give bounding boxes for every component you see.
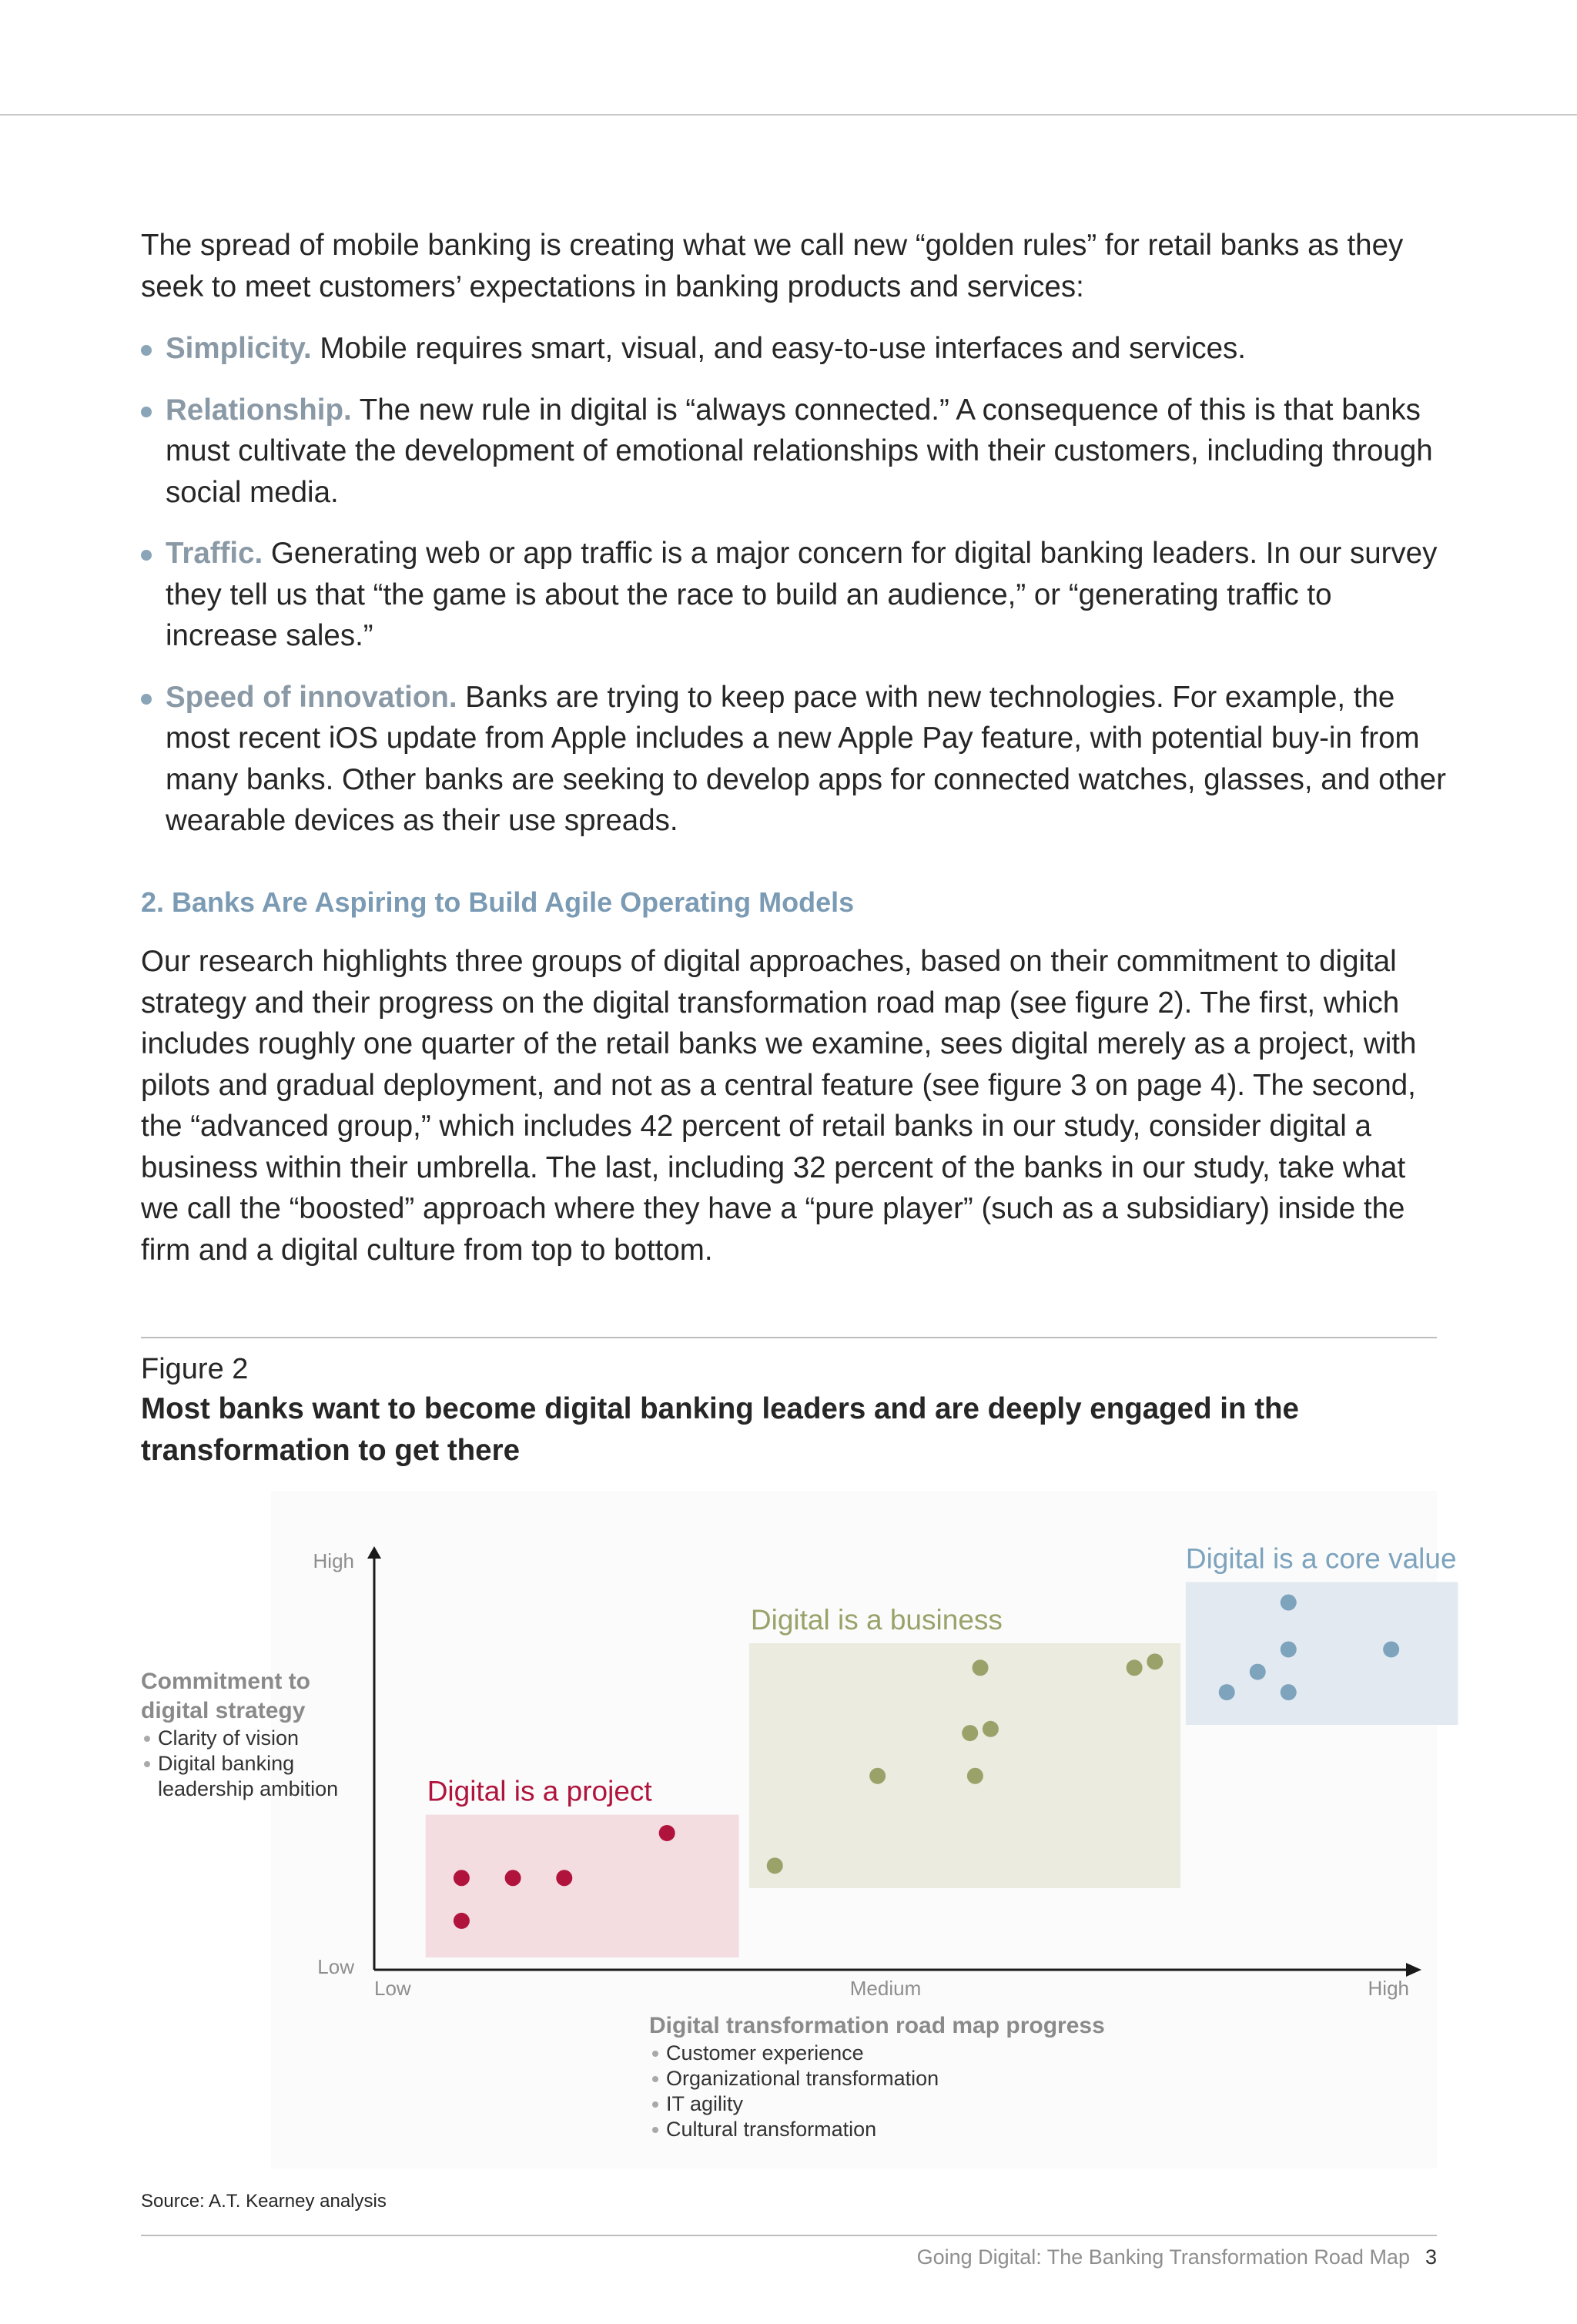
data-point bbox=[1219, 1684, 1235, 1700]
y-axis-title: Commitment to digital strategy bbox=[141, 1669, 310, 1723]
y-axis-item: Clarity of vision bbox=[141, 1726, 364, 1751]
x-axis-item: Customer experience bbox=[649, 2041, 1188, 2066]
body-paragraph: Our research highlights three groups of digital approaches, based on their commitment to digital strategy and their progress on the digital transformation road map (see figure 2). The first, which includes roughly one quarter of the retail banks we examine, sees digital merely as a project, with pilots and gradual deployment, and not as a central feature (see figure 3 on page 4). The second, the “advanced group,” which includes 42 percent of retail banks in our study, consider digital a business within their umbrella. The last, including 32 percent of the banks in our study, take what we call the “boosted” approach where they have a “pure player” (such as a subsidiary) inside the firm and a digital culture from top to bottom. bbox=[141, 945, 1417, 1267]
bullet-text: The new rule in digital is “always connected.” A consequence of this is that banks must cultivate the development of emotional relationships with their customers, including through social media. bbox=[166, 393, 1433, 509]
data-point bbox=[454, 1870, 470, 1886]
y-axis-items bbox=[141, 1726, 364, 1802]
data-point bbox=[1147, 1653, 1163, 1669]
group-label-digital-is-a-business: Digital is a business bbox=[750, 1604, 1003, 1636]
x-tick-label: High bbox=[1368, 1977, 1409, 2000]
figure-label: Figure 2 bbox=[141, 1353, 249, 1385]
data-point bbox=[1250, 1664, 1266, 1680]
x-axis-title: Digital transformation road map progress bbox=[649, 2013, 1105, 2038]
y-axis-label bbox=[141, 1667, 364, 1802]
data-point bbox=[869, 1768, 886, 1784]
data-point bbox=[962, 1725, 978, 1741]
data-point bbox=[1127, 1659, 1143, 1676]
y-tick-label: Low bbox=[317, 1955, 354, 1978]
data-point bbox=[973, 1659, 989, 1676]
x-axis-label bbox=[649, 2011, 1188, 2142]
data-point bbox=[505, 1870, 521, 1886]
group-region-digital-is-a-business bbox=[749, 1643, 1180, 1888]
bullet-text: Mobile requires smart, visual, and easy-to-use interfaces and services. bbox=[311, 332, 1246, 365]
x-tick-label: Medium bbox=[849, 1977, 922, 2000]
x-tick-label: Low bbox=[374, 1977, 411, 2000]
data-point bbox=[659, 1825, 675, 1841]
data-point bbox=[1281, 1684, 1297, 1700]
x-axis-item: Cultural transformation bbox=[649, 2117, 1188, 2142]
footer-rule bbox=[141, 2235, 1437, 2236]
group-region-digital-is-a-project bbox=[426, 1815, 739, 1958]
figure-source: Source: A.T. Kearney analysis bbox=[141, 2191, 387, 2212]
bullet-term: Relationship. bbox=[166, 393, 352, 427]
intro-paragraph: The spread of mobile banking is creating what we call new “golden rules” for retail banks as they seek to meet customers’ expectations in banking products and services: bbox=[141, 229, 1404, 303]
page-number: 3 bbox=[1425, 2245, 1437, 2269]
bullet-text: Generating web or app traffic is a major concern for digital banking leaders. In our survey they tell us that “the game is about the race to build an audience,” or “generating traffic to increase sales.” bbox=[166, 537, 1438, 652]
group-region-digital-is-a-core-value bbox=[1186, 1582, 1458, 1726]
bullet-term: Simplicity. bbox=[166, 332, 312, 365]
figure-title: Most banks want to become digital banking leaders and are deeply engaged in the transformation to get there bbox=[141, 1392, 1299, 1467]
data-point bbox=[1281, 1641, 1297, 1657]
page-footer bbox=[917, 2245, 1437, 2269]
data-point bbox=[556, 1870, 572, 1886]
data-point bbox=[1281, 1595, 1297, 1611]
footer-title: Going Digital: The Banking Transformation Road Map bbox=[916, 2245, 1410, 2269]
data-point bbox=[767, 1857, 783, 1874]
x-axis-items bbox=[649, 2041, 1188, 2142]
bullet-text: Banks are trying to keep pace with new technologies. For example, the most recent iOS update from Apple includes a new Apple Pay feature, with potential buy-in from many banks. Other banks are seeking to develop apps for connected watches, glasses, and other wearable devices as their use spreads. bbox=[166, 680, 1446, 837]
data-point bbox=[454, 1913, 470, 1929]
data-point bbox=[1383, 1641, 1399, 1657]
bullet-term: Traffic. bbox=[166, 537, 263, 570]
x-axis-item: Organizational transformation bbox=[649, 2066, 1188, 2091]
section-heading: 2. Banks Are Aspiring to Build Agile Operating Models bbox=[141, 886, 855, 918]
y-tick-label: High bbox=[313, 1549, 354, 1572]
group-label-digital-is-a-project: Digital is a project bbox=[427, 1775, 652, 1807]
group-label-digital-is-a-core-value: Digital is a core value bbox=[1185, 1542, 1457, 1575]
x-axis-item: IT agility bbox=[649, 2091, 1188, 2117]
bullet-term: Speed of innovation. bbox=[166, 680, 457, 714]
y-axis-item: Digital banking leadership ambition bbox=[141, 1751, 364, 1802]
data-point bbox=[983, 1721, 999, 1737]
data-point bbox=[967, 1768, 983, 1784]
